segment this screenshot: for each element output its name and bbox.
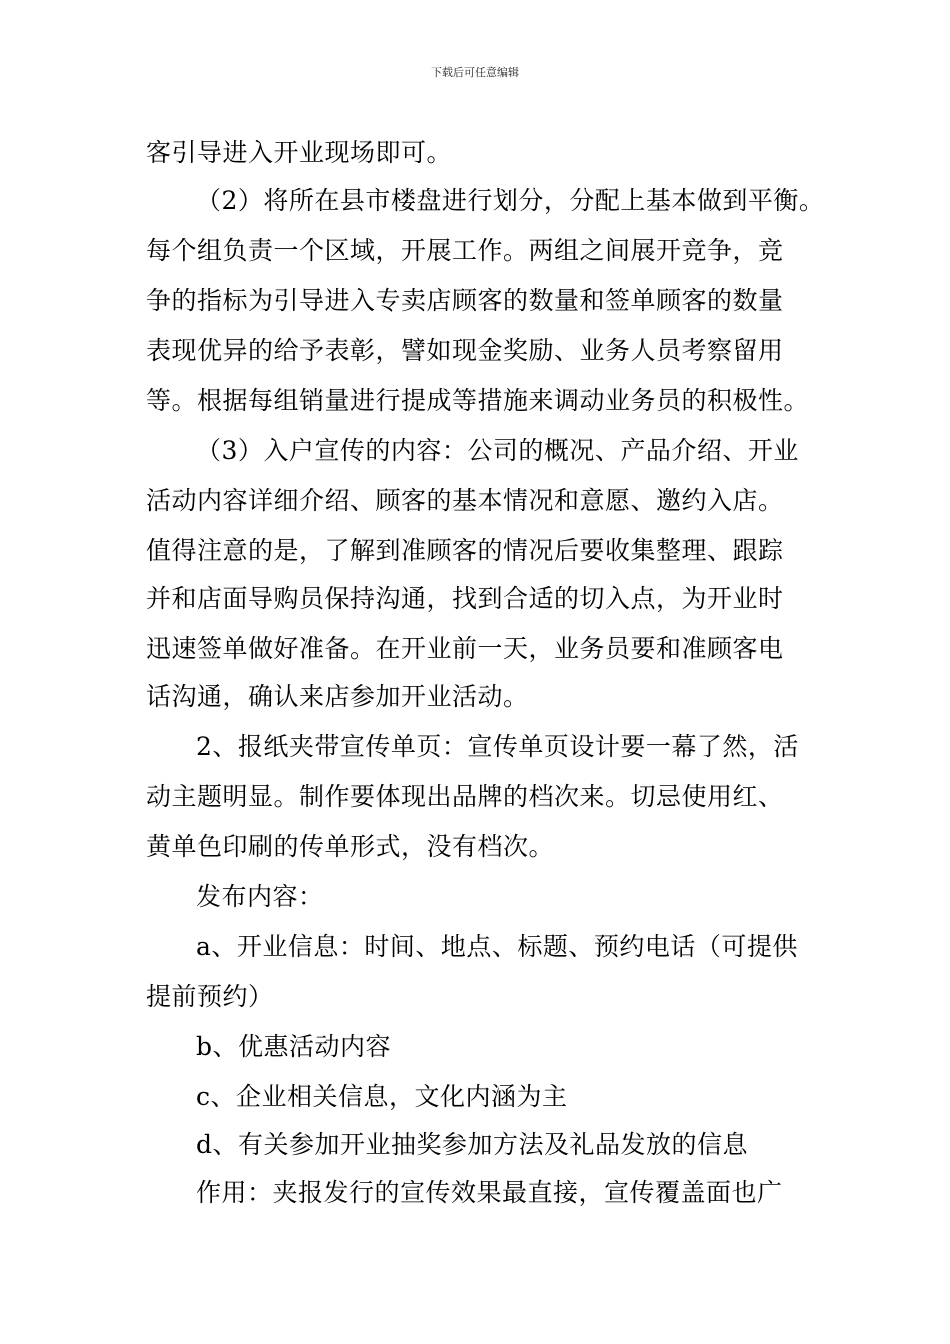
text-line: 动主题明显。制作要体现出品牌的档次来。切忌使用红、	[146, 782, 784, 811]
text-line: 并和店面导购员保持沟通，找到合适的切入点，为开业时	[146, 584, 784, 613]
text-line: （2）将所在县市楼盘进行划分，分配上基本做到平衡。	[196, 186, 825, 215]
text-line: 作用：夹报发行的宣传效果最直接，宣传覆盖面也广	[196, 1178, 783, 1207]
text-line: 每个组负责一个区域，开展工作。两组之间展开竞争，竞	[146, 236, 784, 265]
text-line: 争的指标为引导进入专卖店顾客的数量和签单顾客的数量	[146, 286, 784, 315]
text-line: 迅速签单做好准备。在开业前一天，业务员要和准顾客电	[146, 634, 784, 663]
text-line: b、优惠活动内容	[196, 1032, 392, 1061]
text-line: 活动内容详细介绍、顾客的基本情况和意愿、邀约入店。	[146, 486, 784, 515]
text-line: 值得注意的是，了解到准顾客的情况后要收集整理、跟踪	[146, 536, 784, 565]
text-line: 等。根据每组销量进行提成等措施来调动业务员的积极性。	[146, 386, 810, 415]
text-line: c、企业相关信息，文化内涵为主	[196, 1082, 568, 1111]
text-line: a、开业信息：时间、地点、标题、预约电话（可提供	[196, 932, 798, 961]
text-line: d、有关参加开业抽奖参加方法及礼品发放的信息	[196, 1130, 749, 1159]
text-line: 发布内容：	[196, 882, 324, 911]
text-line: 表现优异的给予表彰，譬如现金奖励、业务人员考察留用	[146, 336, 784, 365]
text-line: 黄单色印刷的传单形式，没有档次。	[146, 832, 555, 861]
page-header: 下载后可任意编辑	[431, 66, 519, 79]
text-line: （3）入户宣传的内容：公司的概况、产品介绍、开业	[196, 436, 799, 465]
text-line: 客引导进入开业现场即可。	[146, 138, 453, 167]
text-line: 提前预约）	[146, 982, 274, 1011]
text-line: 话沟通，确认来店参加开业活动。	[146, 682, 529, 711]
text-line: 2、报纸夹带宣传单页：宣传单页设计要一幕了然，活	[196, 732, 799, 761]
